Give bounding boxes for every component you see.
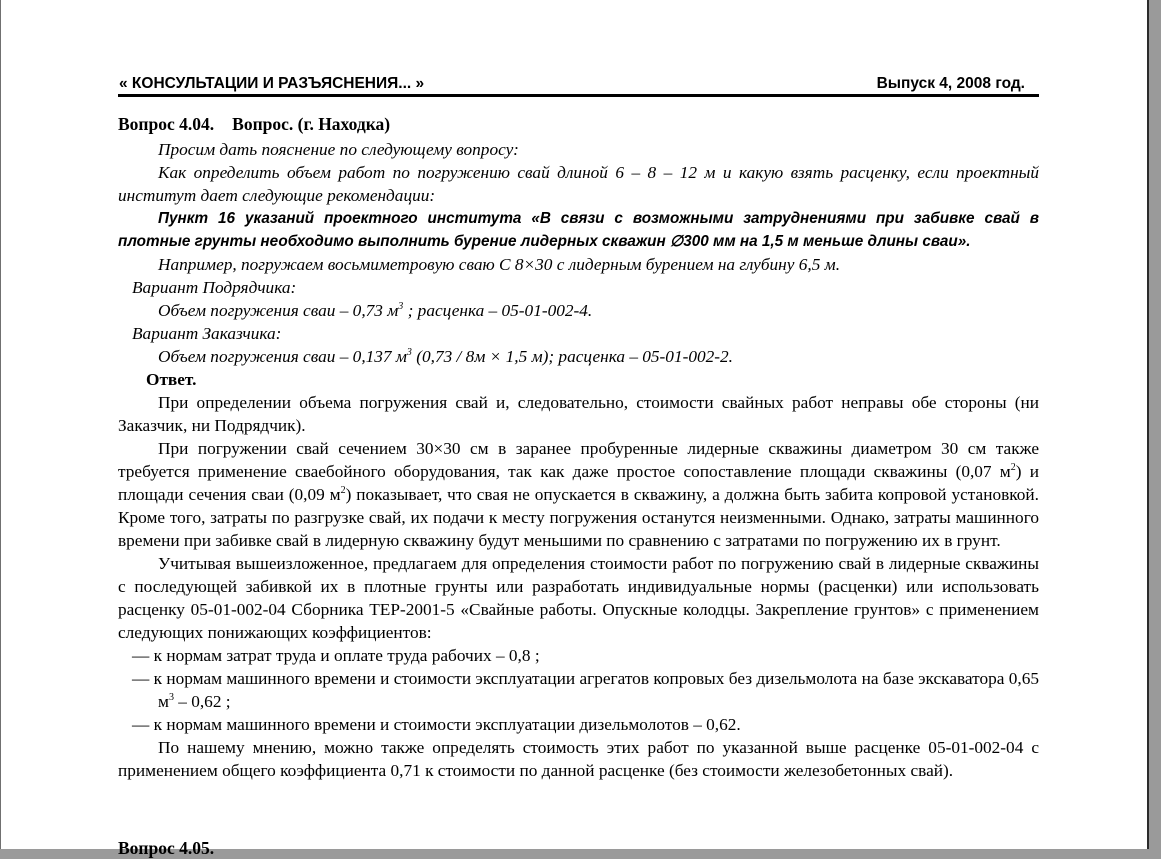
answer-paragraph-2: При погружении свай сечением 30×30 см в заранее пробуренные лидерные скважины диаметром 30 см также требуется применение сваебойного оборудования, так как даже простое сопоставление площади скважины (0,07 $м^2$) и площади сечения сваи (0,09 $м^2$) показывает, что свая не опускается в скважину, а должна быть забита копровой установкой. Кроме того, затраты по разгрузке свай, их подачи к месту погружения останутся неизменными. Однако, затраты машинного времени при забивке свай в лидерную скважину будут меньшими по сравнению с затратами по погружению их в грунт. bbox=[118, 439, 1039, 550]
answer-paragraph-3: Учитывая вышеизложенное, предлагаем для определения стоимости работ по погружению свай в лидерные скважины с последующей забивкой их в плотные грунты или разработать индивидуальные нормы (расценки) или использовать расценку 05-01-002-04 Сборника ТЕР-2001-5 «Свайные работы. Опускные колодцы. Закрепление грунтов» с применением следующих понижающих коэффициентов: bbox=[118, 554, 1039, 642]
answer-paragraph-4: По нашему мнению, можно также определять стоимость этих работ по указанной выше расценке 05-01-002-04 с применением общего коэффициента 0,71 к стоимости по данной расценке (без стоимости железобетонных свай). bbox=[118, 738, 1039, 780]
question-title: Вопрос. (г. Находка) bbox=[232, 114, 391, 134]
contractor-variant-text: Объем погружения сваи – 0,73 $м^3$ ; расценка – 05-01-002-4. bbox=[158, 301, 593, 320]
page-left-border bbox=[0, 0, 1, 849]
running-header-issue: Выпуск 4, 2008 год. bbox=[876, 75, 1025, 92]
answer-paragraph-1: При определении объема погружения свай и, следовательно, стоимости свайных работ неправы обе стороны (ни Заказчик, ни Подрядчик). bbox=[118, 393, 1039, 435]
coefficient-item-3: — к нормам машинного времени и стоимости эксплуатации дизельмолотов – 0,62. bbox=[132, 715, 741, 734]
answer-label: Ответ. bbox=[146, 370, 197, 389]
customer-variant-text: Объем погружения сваи – 0,137 $м^3$ (0,73 / 8м × 1,5 м); расценка – 05-01-002-2. bbox=[158, 347, 733, 366]
institute-quote: Пункт 16 указаний проектного института «В связи с возможными затруднениями при забивке свай в плотные грунты необходимо выполнить бурение лидерных скважин ∅300 мм на 1,5 м меньше длины сваи». bbox=[118, 210, 1039, 250]
question-example: Например, погружаем восьмиметровую сваю С 8×30 с лидерным бурением на глубину 6,5 м. bbox=[158, 255, 841, 274]
question-request: Просим дать пояснение по следующему вопросу: bbox=[158, 140, 519, 159]
contractor-variant-label: Вариант Подрядчика: bbox=[132, 278, 297, 297]
coefficient-item-2: — к нормам машинного времени и стоимости эксплуатации агрегатов копровых без дизельмолота на базе экскаватора 0,65 $м^3 - 0,62$ ; bbox=[132, 669, 1039, 711]
question-text: Как определить объем работ по погружению свай длиной 6 – 8 – 12 м и какую взять расценку, если проектный институт дает следующие рекомендации: bbox=[118, 163, 1039, 205]
running-header-title: « КОНСУЛЬТАЦИИ И РАЗЪЯСНЕНИЯ... » bbox=[119, 75, 425, 92]
coefficient-item-1: — к нормам затрат труда и оплате труда рабочих – 0,8 ; bbox=[132, 646, 540, 665]
header-rule bbox=[118, 94, 1039, 97]
next-question-heading: Вопрос 4.05. bbox=[118, 838, 215, 858]
question-heading bbox=[118, 113, 1039, 136]
page-shadow bbox=[1147, 0, 1149, 849]
document-body bbox=[118, 113, 1039, 782]
question-number: Вопрос 4.04. bbox=[118, 114, 215, 134]
customer-variant-label: Вариант Заказчика: bbox=[132, 324, 282, 343]
